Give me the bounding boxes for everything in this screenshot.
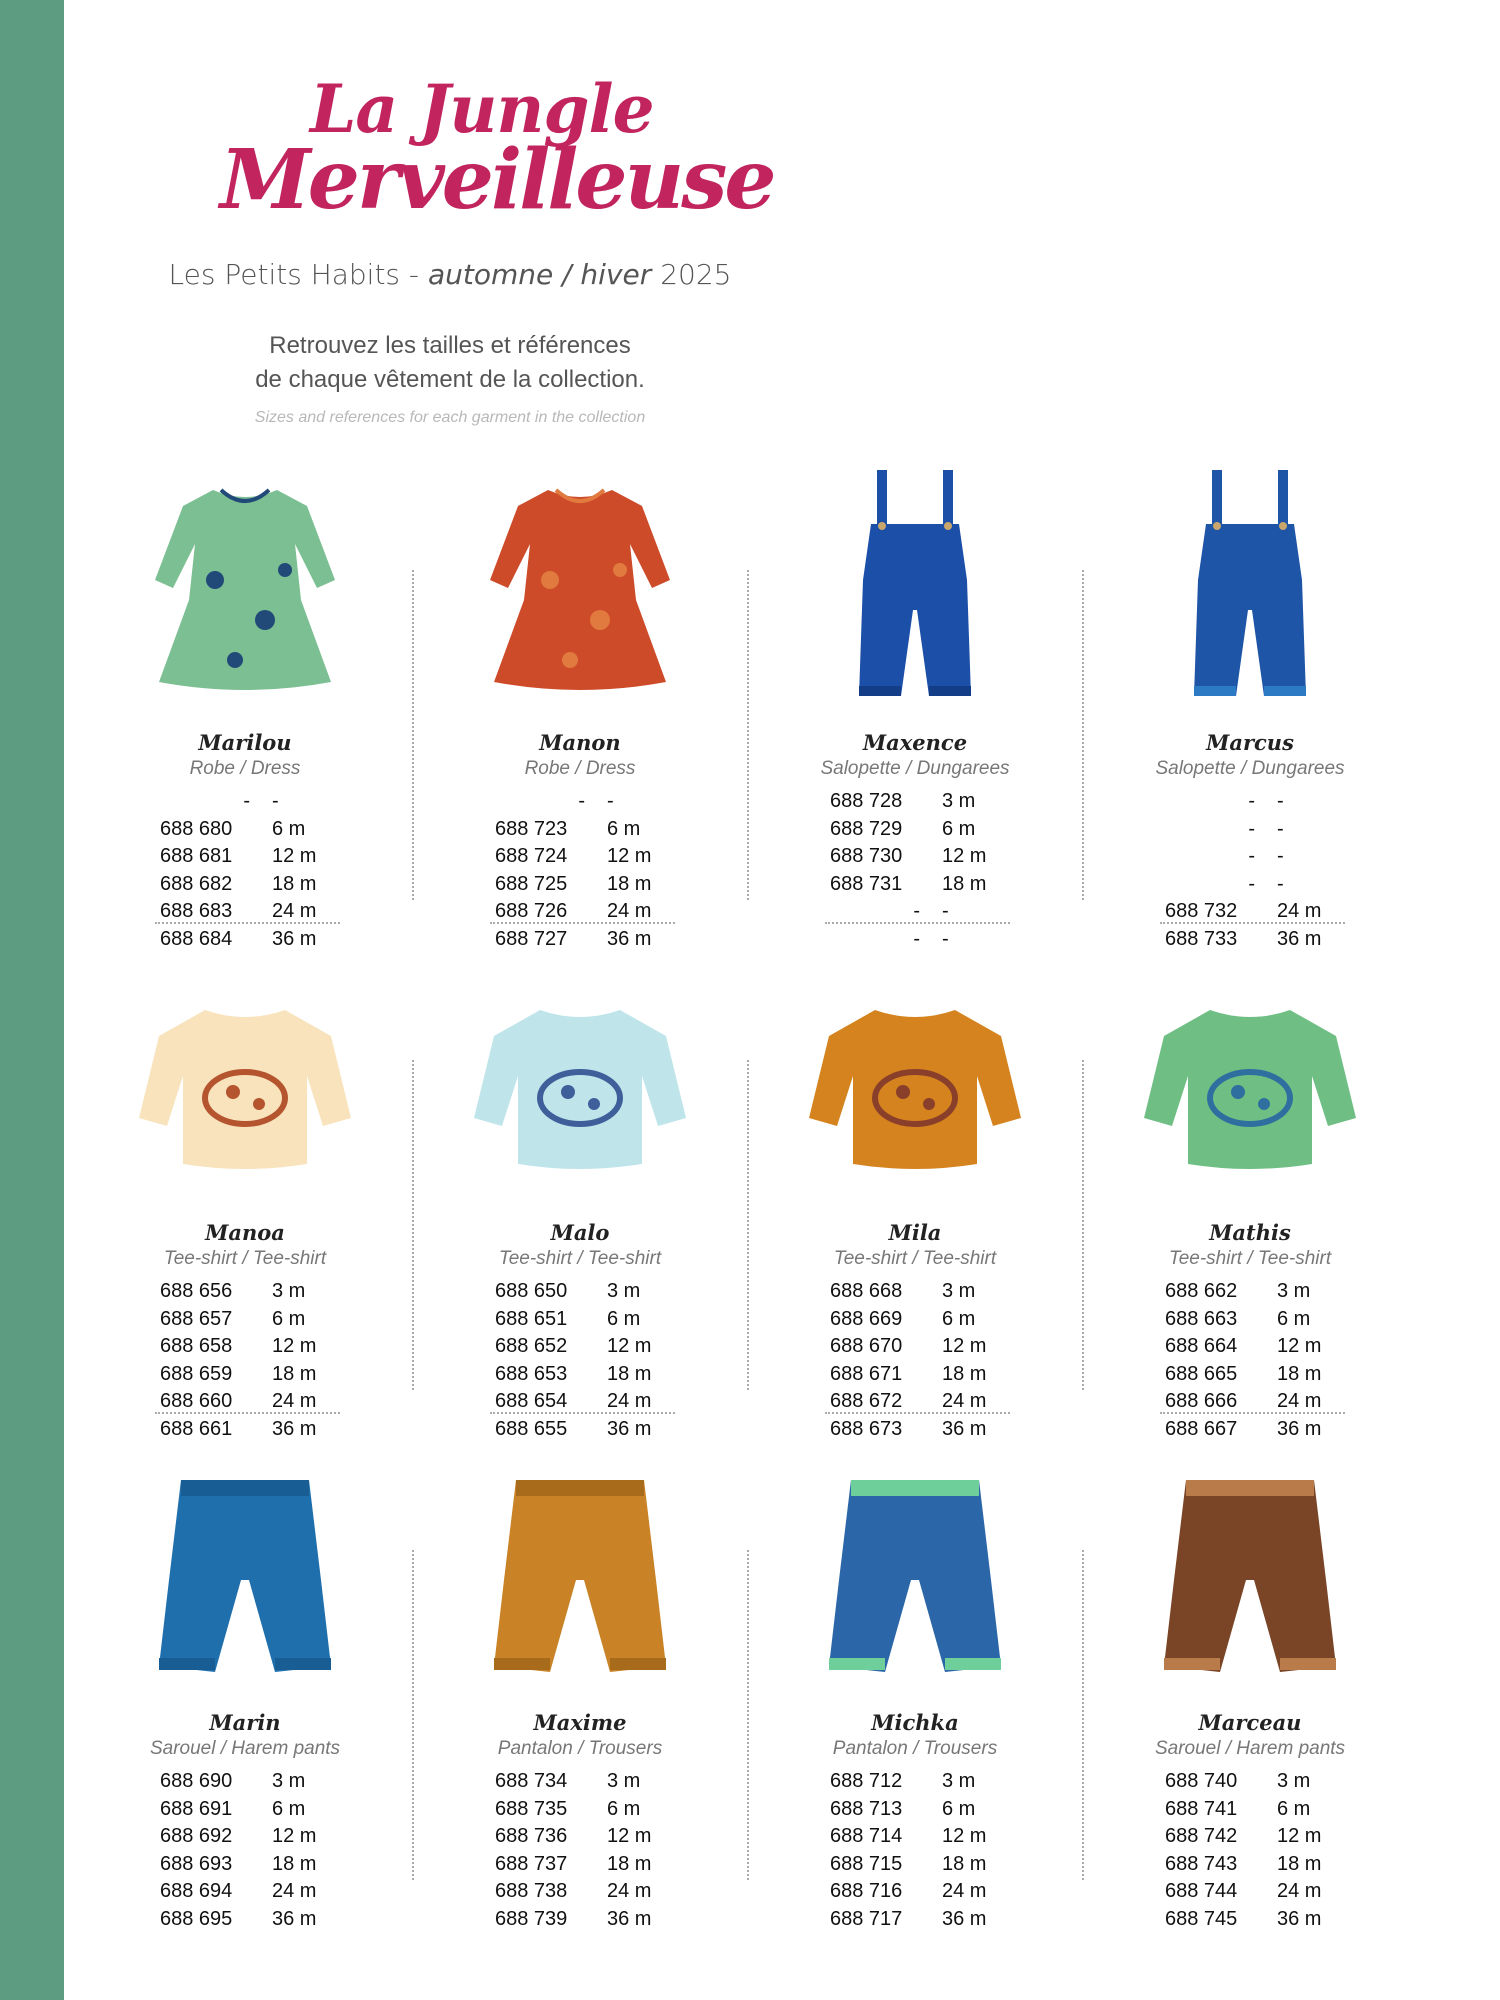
size-value: 3 m (942, 1280, 976, 1302)
size-row (160, 1335, 360, 1363)
reference-code: - (1248, 872, 1255, 895)
row-divider (490, 1412, 675, 1414)
size-row (495, 1853, 695, 1881)
size-row (1165, 1853, 1365, 1881)
column-divider (1082, 1060, 1084, 1390)
size-row (830, 1308, 1030, 1336)
size-value: 3 m (272, 1280, 306, 1302)
size-value: 36 m (942, 1907, 987, 1930)
size-row (160, 1770, 360, 1798)
column-divider (1082, 1550, 1084, 1880)
reference-code: 688 717 (830, 1907, 903, 1930)
size-value: 24 m (607, 1390, 652, 1412)
size-row (160, 1853, 360, 1881)
reference-code: 688 672 (830, 1390, 903, 1412)
product-card-michka (785, 1417, 1045, 1930)
product-type: Pantalon / Trousers (497, 1738, 663, 1759)
reference-code: 688 735 (495, 1797, 568, 1820)
size-row (830, 873, 1030, 901)
size-value: 18 m (272, 1362, 317, 1385)
product-type: Robe / Dress (524, 758, 636, 779)
size-value: 36 m (607, 1417, 652, 1440)
reference-code: 688 738 (495, 1880, 568, 1902)
dress-icon (135, 460, 355, 710)
reference-code: 688 741 (1165, 1797, 1238, 1820)
size-row (830, 818, 1030, 846)
size-value: 24 m (1277, 1880, 1322, 1902)
size-value: 12 m (607, 1335, 652, 1357)
reference-code: 688 723 (495, 817, 568, 840)
size-row (1165, 1908, 1365, 1936)
size-row (495, 818, 695, 846)
size-row (830, 790, 1030, 818)
size-value: - (942, 927, 949, 950)
size-row (830, 1280, 1030, 1308)
product-type: Sarouel / Harem pants (1154, 1738, 1346, 1759)
size-row (1165, 1880, 1365, 1908)
product-name: Marin (209, 1710, 281, 1735)
size-table (495, 1770, 695, 1935)
brand-title-line1: La Jungle (310, 70, 654, 148)
size-value: 12 m (942, 1335, 987, 1357)
pants-icon (135, 1440, 355, 1690)
size-value: 12 m (942, 845, 987, 867)
size-row (1165, 1798, 1365, 1826)
product-type: Pantalon / Trousers (832, 1738, 998, 1759)
reference-code: 688 680 (160, 817, 233, 840)
product-card-mila (785, 927, 1045, 1440)
size-row (495, 1363, 695, 1391)
size-row (1165, 845, 1365, 873)
size-value: 36 m (1277, 1417, 1322, 1440)
size-row (1165, 1280, 1365, 1308)
size-row (160, 790, 360, 818)
size-row (830, 1798, 1030, 1826)
reference-code: 688 737 (495, 1852, 568, 1875)
reference-code: 688 654 (495, 1390, 568, 1412)
reference-code: 688 658 (160, 1335, 233, 1357)
size-value: 18 m (1277, 1362, 1322, 1385)
product-name: Manoa (205, 1220, 285, 1245)
reference-code: 688 736 (495, 1825, 568, 1847)
size-value: 12 m (272, 845, 317, 867)
size-row (830, 1908, 1030, 1936)
reference-code: - (913, 900, 920, 922)
size-value: 3 m (1277, 1280, 1311, 1302)
product-grid (115, 440, 1355, 1960)
size-table (160, 1770, 360, 1935)
subtitle-year: 2025 (660, 258, 732, 291)
size-row (1165, 1308, 1365, 1336)
column-divider (412, 570, 414, 900)
size-value: - (942, 900, 949, 922)
product-name: Marilou (198, 730, 292, 755)
size-value: - (1277, 872, 1284, 895)
reference-code: 688 662 (1165, 1280, 1238, 1302)
reference-code: 688 666 (1165, 1390, 1238, 1412)
size-value: 24 m (607, 1880, 652, 1902)
reference-code: 688 653 (495, 1362, 568, 1385)
column-divider (747, 570, 749, 900)
reference-code: 688 664 (1165, 1335, 1238, 1357)
size-value: 18 m (942, 1852, 987, 1875)
column-divider (412, 1550, 414, 1880)
size-row (830, 1335, 1030, 1363)
size-value: 6 m (607, 1307, 641, 1330)
size-value: - (1277, 790, 1284, 812)
column-divider (1082, 570, 1084, 900)
reference-code: 688 659 (160, 1362, 233, 1385)
size-value: - (1277, 845, 1284, 867)
intro-text (150, 329, 750, 397)
size-value: 18 m (607, 1362, 652, 1385)
dungarees-icon (1140, 460, 1360, 710)
reference-code: - (1248, 845, 1255, 867)
reference-code: 688 671 (830, 1362, 903, 1385)
reference-code: 688 712 (830, 1770, 903, 1792)
reference-code: 688 683 (160, 900, 233, 922)
reference-code: 688 744 (1165, 1880, 1238, 1902)
reference-code: 688 682 (160, 872, 233, 895)
row-divider (490, 922, 675, 924)
product-name: Marcus (1206, 730, 1294, 755)
size-row (160, 845, 360, 873)
intro-english: Sizes and references for each garment in the collection (254, 409, 646, 426)
size-row (1165, 1825, 1365, 1853)
size-value: 6 m (942, 1797, 976, 1820)
size-value: 6 m (607, 1797, 641, 1820)
size-row (495, 1880, 695, 1908)
size-value: 6 m (272, 1307, 306, 1330)
product-type: Robe / Dress (189, 758, 301, 779)
size-row (495, 790, 695, 818)
size-row (160, 1908, 360, 1936)
size-value: 24 m (1277, 1390, 1322, 1412)
product-card-malo (450, 927, 710, 1440)
product-card-manon (450, 440, 710, 950)
reference-code: 688 655 (495, 1417, 568, 1440)
size-row (160, 1363, 360, 1391)
size-value: 18 m (942, 1362, 987, 1385)
reference-code: - (913, 927, 920, 950)
subtitle-prefix: Les Petits Habits - (168, 258, 420, 291)
pants-icon (1140, 1440, 1360, 1690)
size-value: 36 m (1277, 927, 1322, 950)
row-divider (825, 922, 1010, 924)
product-card-marilou (115, 440, 375, 950)
reference-code: 688 745 (1165, 1907, 1238, 1930)
reference-code: 688 681 (160, 845, 233, 867)
size-value: 12 m (1277, 1335, 1322, 1357)
intro-line1: Retrouvez les tailles et références (269, 332, 631, 359)
row-divider (825, 1412, 1010, 1414)
size-value: 36 m (607, 927, 652, 950)
pants-icon (470, 1440, 690, 1690)
product-card-maxence (785, 440, 1045, 950)
size-value: - (607, 790, 614, 812)
size-value: 18 m (942, 872, 987, 895)
product-name: Manon (539, 730, 621, 755)
reference-code: 688 739 (495, 1907, 568, 1930)
size-value: 24 m (272, 1880, 317, 1902)
product-name: Mila (888, 1220, 942, 1245)
reference-code: 688 727 (495, 927, 568, 950)
reference-code: 688 652 (495, 1335, 568, 1357)
size-row (1165, 790, 1365, 818)
size-value: 6 m (272, 1797, 306, 1820)
size-value: 24 m (942, 1390, 987, 1412)
size-value: 24 m (1277, 900, 1322, 922)
size-value: 36 m (272, 1907, 317, 1930)
size-row (495, 845, 695, 873)
product-card-marin (115, 1417, 375, 1930)
reference-code: 688 740 (1165, 1770, 1238, 1792)
brand-title-line2: Merveilleuse (220, 132, 774, 228)
reference-code: 688 724 (495, 845, 568, 867)
product-type: Sarouel / Harem pants (149, 1738, 341, 1759)
size-row (495, 1798, 695, 1826)
reference-code: 688 695 (160, 1907, 233, 1930)
row-divider (155, 922, 340, 924)
row-divider (155, 1412, 340, 1414)
reference-code: 688 684 (160, 927, 233, 950)
reference-code: 688 665 (1165, 1362, 1238, 1385)
size-row (495, 1825, 695, 1853)
reference-code: - (578, 790, 585, 812)
size-row (160, 1880, 360, 1908)
product-type: Salopette / Dungarees (820, 758, 1010, 779)
tshirt-icon (805, 950, 1025, 1200)
size-row (495, 1335, 695, 1363)
reference-code: 688 668 (830, 1280, 903, 1302)
reference-code: 688 694 (160, 1880, 233, 1902)
product-name: Mathis (1209, 1220, 1291, 1245)
size-row (830, 1825, 1030, 1853)
reference-code: 688 667 (1165, 1417, 1238, 1440)
size-row (1165, 1335, 1365, 1363)
size-value: 18 m (607, 872, 652, 895)
size-row (160, 873, 360, 901)
size-row (160, 1798, 360, 1826)
product-card-manoa (115, 927, 375, 1440)
size-row (160, 1280, 360, 1308)
size-value: 18 m (607, 1852, 652, 1875)
product-type: Tee-shirt / Tee-shirt (833, 1248, 997, 1269)
reference-code: 688 725 (495, 872, 568, 895)
tshirt-icon (470, 950, 690, 1200)
header (150, 70, 774, 427)
size-row (160, 818, 360, 846)
intro-line2: de chaque vêtement de la collection. (255, 366, 645, 393)
size-value: 12 m (272, 1825, 317, 1847)
size-value: 6 m (607, 817, 641, 840)
column-divider (747, 1550, 749, 1880)
size-value: 12 m (607, 1825, 652, 1847)
size-value: 3 m (1277, 1770, 1311, 1792)
reference-code: 688 660 (160, 1390, 233, 1412)
reference-code: 688 715 (830, 1852, 903, 1875)
reference-code: 688 670 (830, 1335, 903, 1357)
size-row (495, 873, 695, 901)
size-row (830, 845, 1030, 873)
size-value: 36 m (272, 927, 317, 950)
reference-code: 688 734 (495, 1770, 568, 1792)
product-card-marceau (1120, 1417, 1380, 1930)
brand-logo (150, 70, 774, 230)
reference-code: 688 728 (830, 790, 903, 812)
size-row (160, 1825, 360, 1853)
size-row (830, 1853, 1030, 1881)
reference-code: 688 713 (830, 1797, 903, 1820)
subtitle-season: automne / hiver (427, 258, 652, 291)
size-value: 6 m (272, 817, 306, 840)
collection-subtitle (150, 258, 750, 291)
size-value: 6 m (1277, 1797, 1311, 1820)
product-name: Malo (550, 1220, 610, 1245)
size-value: 3 m (942, 1770, 976, 1792)
size-value: 24 m (272, 1390, 317, 1412)
size-row (1165, 818, 1365, 846)
size-row (830, 1363, 1030, 1391)
size-row (830, 1770, 1030, 1798)
column-divider (747, 1060, 749, 1390)
tshirt-icon (135, 950, 355, 1200)
product-card-marcus (1120, 440, 1380, 950)
row-divider (1160, 1412, 1345, 1414)
dungarees-icon (805, 460, 1025, 710)
reference-code: 688 730 (830, 845, 903, 867)
size-value: 12 m (1277, 1825, 1322, 1847)
reference-code: 688 650 (495, 1280, 568, 1302)
size-value: 36 m (1277, 1907, 1322, 1930)
product-name: Michka (871, 1710, 959, 1735)
reference-code: 688 733 (1165, 927, 1238, 950)
size-row (495, 1770, 695, 1798)
reference-code: 688 661 (160, 1417, 233, 1440)
tshirt-icon (1140, 950, 1360, 1200)
size-table (1165, 1770, 1365, 1935)
size-row (160, 1308, 360, 1336)
size-value: 6 m (942, 817, 976, 840)
size-value: - (272, 790, 279, 812)
size-value: 3 m (607, 1770, 641, 1792)
product-card-mathis (1120, 927, 1380, 1440)
side-color-band (0, 0, 64, 2000)
size-row (1165, 1363, 1365, 1391)
reference-code: 688 691 (160, 1797, 233, 1820)
size-row (495, 1308, 695, 1336)
reference-code: 688 714 (830, 1825, 903, 1847)
size-value: 18 m (272, 1852, 317, 1875)
reference-code: 688 693 (160, 1852, 233, 1875)
size-value: 6 m (1277, 1307, 1311, 1330)
reference-code: 688 673 (830, 1417, 903, 1440)
row-divider (1160, 922, 1345, 924)
reference-code: - (1248, 790, 1255, 812)
size-value: 3 m (942, 790, 976, 812)
size-value: 3 m (272, 1770, 306, 1792)
size-row (495, 1908, 695, 1936)
product-type: Tee-shirt / Tee-shirt (163, 1248, 327, 1269)
reference-code: 688 690 (160, 1770, 233, 1792)
reference-code: 688 732 (1165, 900, 1238, 922)
size-row (1165, 873, 1365, 901)
size-value: 3 m (607, 1280, 641, 1302)
product-name: Maxime (533, 1710, 627, 1735)
reference-code: 688 743 (1165, 1852, 1238, 1875)
reference-code: - (243, 790, 250, 812)
size-value: 12 m (272, 1335, 317, 1357)
reference-code: 688 726 (495, 900, 568, 922)
size-table (830, 1770, 1030, 1935)
size-value: 24 m (942, 1880, 987, 1902)
reference-code: 688 656 (160, 1280, 233, 1302)
size-value: 36 m (607, 1907, 652, 1930)
column-divider (412, 1060, 414, 1390)
reference-code: 688 742 (1165, 1825, 1238, 1847)
size-value: 18 m (1277, 1852, 1322, 1875)
reference-code: 688 663 (1165, 1307, 1238, 1330)
product-type: Tee-shirt / Tee-shirt (498, 1248, 662, 1269)
reference-code: 688 716 (830, 1880, 903, 1902)
reference-code: - (1248, 817, 1255, 840)
size-row (495, 1280, 695, 1308)
reference-code: 688 651 (495, 1307, 568, 1330)
dress-icon (470, 460, 690, 710)
reference-code: 688 731 (830, 872, 903, 895)
reference-code: 688 669 (830, 1307, 903, 1330)
size-row (830, 1880, 1030, 1908)
size-value: - (1277, 817, 1284, 840)
size-value: 6 m (942, 1307, 976, 1330)
size-value: 36 m (942, 1417, 987, 1440)
reference-code: 688 692 (160, 1825, 233, 1847)
size-value: 24 m (272, 900, 317, 922)
product-name: Maxence (862, 730, 968, 755)
reference-code: 688 729 (830, 817, 903, 840)
size-value: 18 m (272, 872, 317, 895)
reference-code: 688 657 (160, 1307, 233, 1330)
size-value: 24 m (607, 900, 652, 922)
product-name: Marceau (1198, 1710, 1302, 1735)
pants-icon (805, 1440, 1025, 1690)
size-row (1165, 1770, 1365, 1798)
product-card-maxime (450, 1417, 710, 1930)
size-value: 12 m (607, 845, 652, 867)
size-value: 12 m (942, 1825, 987, 1847)
product-type: Tee-shirt / Tee-shirt (1168, 1248, 1332, 1269)
product-type: Salopette / Dungarees (1155, 758, 1345, 779)
size-value: 36 m (272, 1417, 317, 1440)
